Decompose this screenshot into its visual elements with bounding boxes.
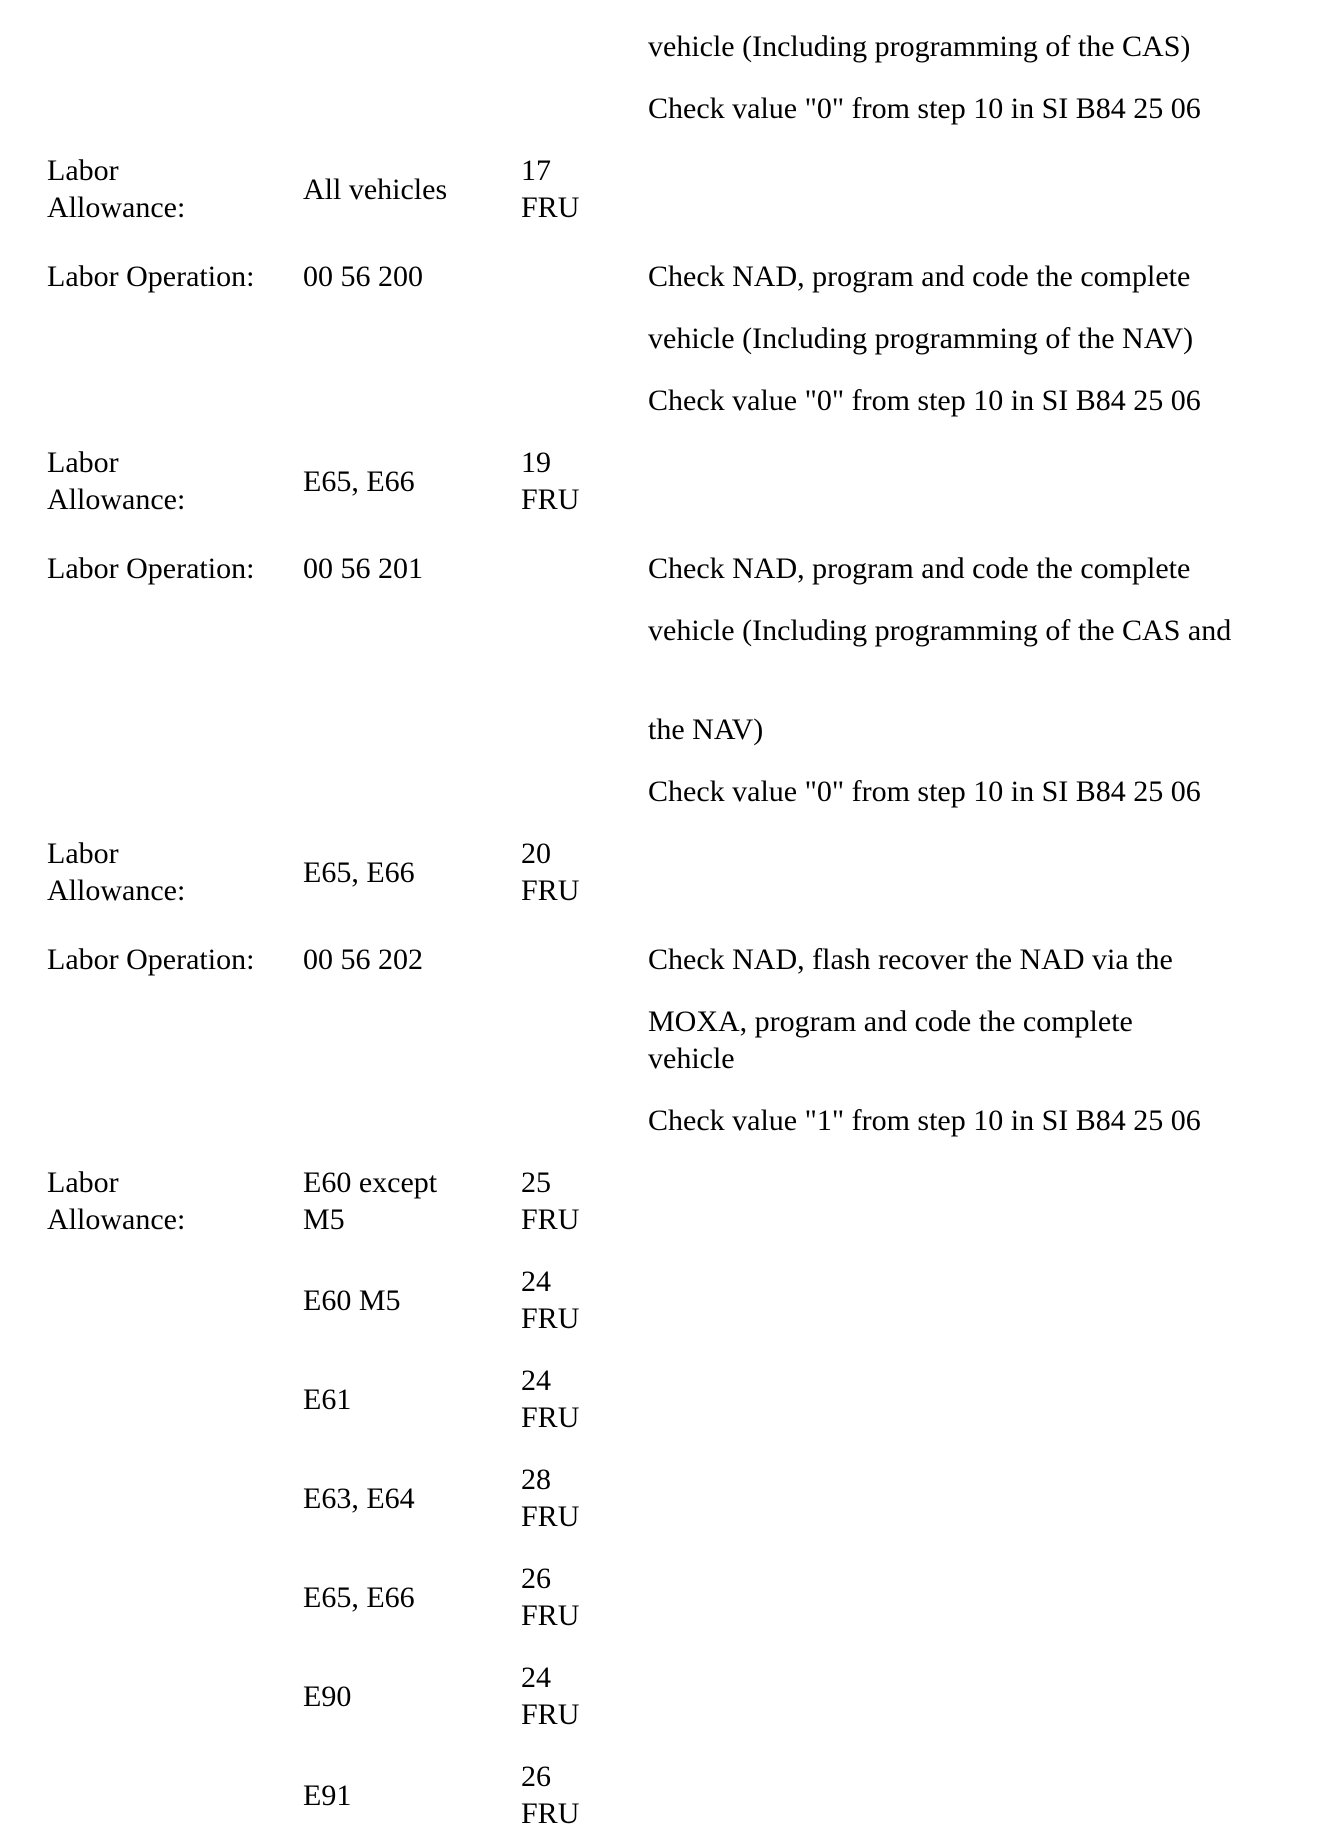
allowance-fru: 24 FRU [521,1661,580,1731]
allowance-vehicle: E60 M5 [303,1284,401,1317]
allowance-fru: 24 FRU [521,1265,580,1335]
allowance-fru: 28 FRU [521,1463,580,1533]
allowance-vehicle: All vehicles [303,173,448,206]
operation-description-line: MOXA, program and code the complete vehicle [648,1005,1133,1075]
check-value-line: Check value "0" from step 10 in SI B84 25 06 [648,92,1201,125]
operation-description-line: the NAV) [648,713,764,746]
allowance-fru: 17 FRU [521,154,580,224]
labor-operation-label: Labor Operation: [47,552,255,585]
operation-description-line: Check NAD, program and code the complete [648,260,1191,293]
labor-operation-code: 00 56 201 [303,552,423,585]
labor-operation-code: 00 56 202 [303,943,423,976]
labor-operation-label: Labor Operation: [47,260,255,293]
allowance-vehicle: E65, E66 [303,1581,415,1614]
check-value-line: Check value "0" from step 10 in SI B84 25 06 [648,384,1201,417]
allowance-vehicle: E63, E64 [303,1482,415,1515]
allowance-fru: 25 FRU [521,1166,580,1236]
operation-description-line: Check NAD, program and code the complete [648,552,1191,585]
allowance-vehicle: E61 [303,1383,352,1416]
operation-description-line: Check NAD, flash recover the NAD via the [648,943,1173,976]
labor-allowance-label: Labor Allowance: [47,154,186,224]
allowance-vehicle: E90 [303,1680,352,1713]
operation-description-line: vehicle (Including programming of the CAS and [648,614,1232,647]
labor-operation-code: 00 56 200 [303,260,423,293]
allowance-vehicle: E60 except M5 [303,1166,438,1236]
labor-allowance-label: Labor Allowance: [47,1166,186,1236]
operation-description-line: vehicle (Including programming of the NAV) [648,322,1194,355]
labor-allowance-label: Labor Allowance: [47,446,186,516]
allowance-fru: 26 FRU [521,1562,580,1632]
allowance-vehicle: E65, E66 [303,465,415,498]
check-value-line: Check value "1" from step 10 in SI B84 25 06 [648,1104,1201,1137]
allowance-fru: 26 FRU [521,1760,580,1830]
allowance-vehicle: E91 [303,1779,352,1812]
continuation-line: vehicle (Including programming of the CAS) [648,30,1191,63]
allowance-vehicle: E65, E66 [303,856,415,889]
allowance-fru: 24 FRU [521,1364,580,1434]
labor-operation-label: Labor Operation: [47,943,255,976]
allowance-fru: 19 FRU [521,446,580,516]
allowance-fru: 20 FRU [521,837,580,907]
labor-allowance-label: Labor Allowance: [47,837,186,907]
check-value-line: Check value "0" from step 10 in SI B84 25 06 [648,775,1201,808]
